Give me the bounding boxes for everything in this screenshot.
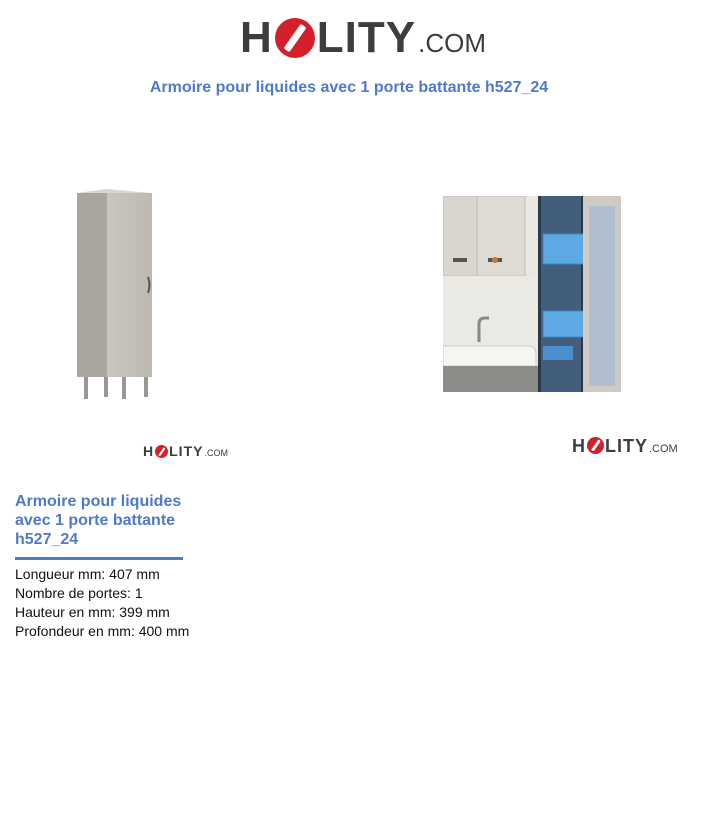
door-rack <box>589 206 615 386</box>
cabinet-shelf-rack <box>541 196 581 392</box>
spec-item: Hauteur en mm: 399 mm <box>15 604 170 620</box>
product-image-interior[interactable] <box>443 196 621 392</box>
logo-text-lity: LITY <box>316 13 417 62</box>
logo-text-h: H <box>572 436 586 456</box>
product-heading: Armoire pour liquides avec 1 porte battante h527_24 <box>15 492 183 560</box>
blue-basket <box>543 346 573 360</box>
cabinet-handle <box>453 258 467 262</box>
logo-o-icon <box>587 437 604 454</box>
cabinet-leg <box>144 377 148 397</box>
spec-item: Nombre de portes: 1 <box>15 585 143 601</box>
logo-text-lity: LITY <box>605 436 648 456</box>
logo-text-lity: LITY <box>169 443 204 459</box>
wall-cabinet-left <box>443 196 477 276</box>
cabinet-leg <box>104 377 108 397</box>
sink <box>443 346 536 366</box>
wall-cabinet-right <box>477 196 525 276</box>
cabinet-leg <box>84 377 88 399</box>
logo-text-dotcom: .COM <box>649 443 678 455</box>
logo-o-icon <box>275 18 315 58</box>
cabinet-door <box>107 193 152 377</box>
spec-item: Longueur mm: 407 mm <box>15 566 160 582</box>
logo-text-h: H <box>240 13 273 62</box>
image-watermark-logo <box>143 443 228 459</box>
spec-list <box>15 565 189 641</box>
logo-text-dotcom: .COM <box>204 448 228 458</box>
spec-item: Profondeur en mm: 400 mm <box>15 623 190 639</box>
image-watermark-logo <box>572 435 678 457</box>
product-image-cabinet[interactable] <box>40 185 170 405</box>
cabinet-side <box>77 193 107 377</box>
cabinet-knob <box>492 257 498 263</box>
page-title: Armoire pour liquides avec 1 porte battante h527_24 <box>149 79 549 96</box>
backsplash <box>443 276 538 346</box>
brand-logo[interactable] <box>240 12 486 64</box>
blue-basket <box>543 234 589 264</box>
cabinet-leg <box>122 377 126 399</box>
logo-text-h: H <box>143 443 155 459</box>
sink-cabinet <box>443 366 538 392</box>
logo-o-icon <box>155 445 168 458</box>
logo-text-dotcom: .COM <box>418 28 486 58</box>
